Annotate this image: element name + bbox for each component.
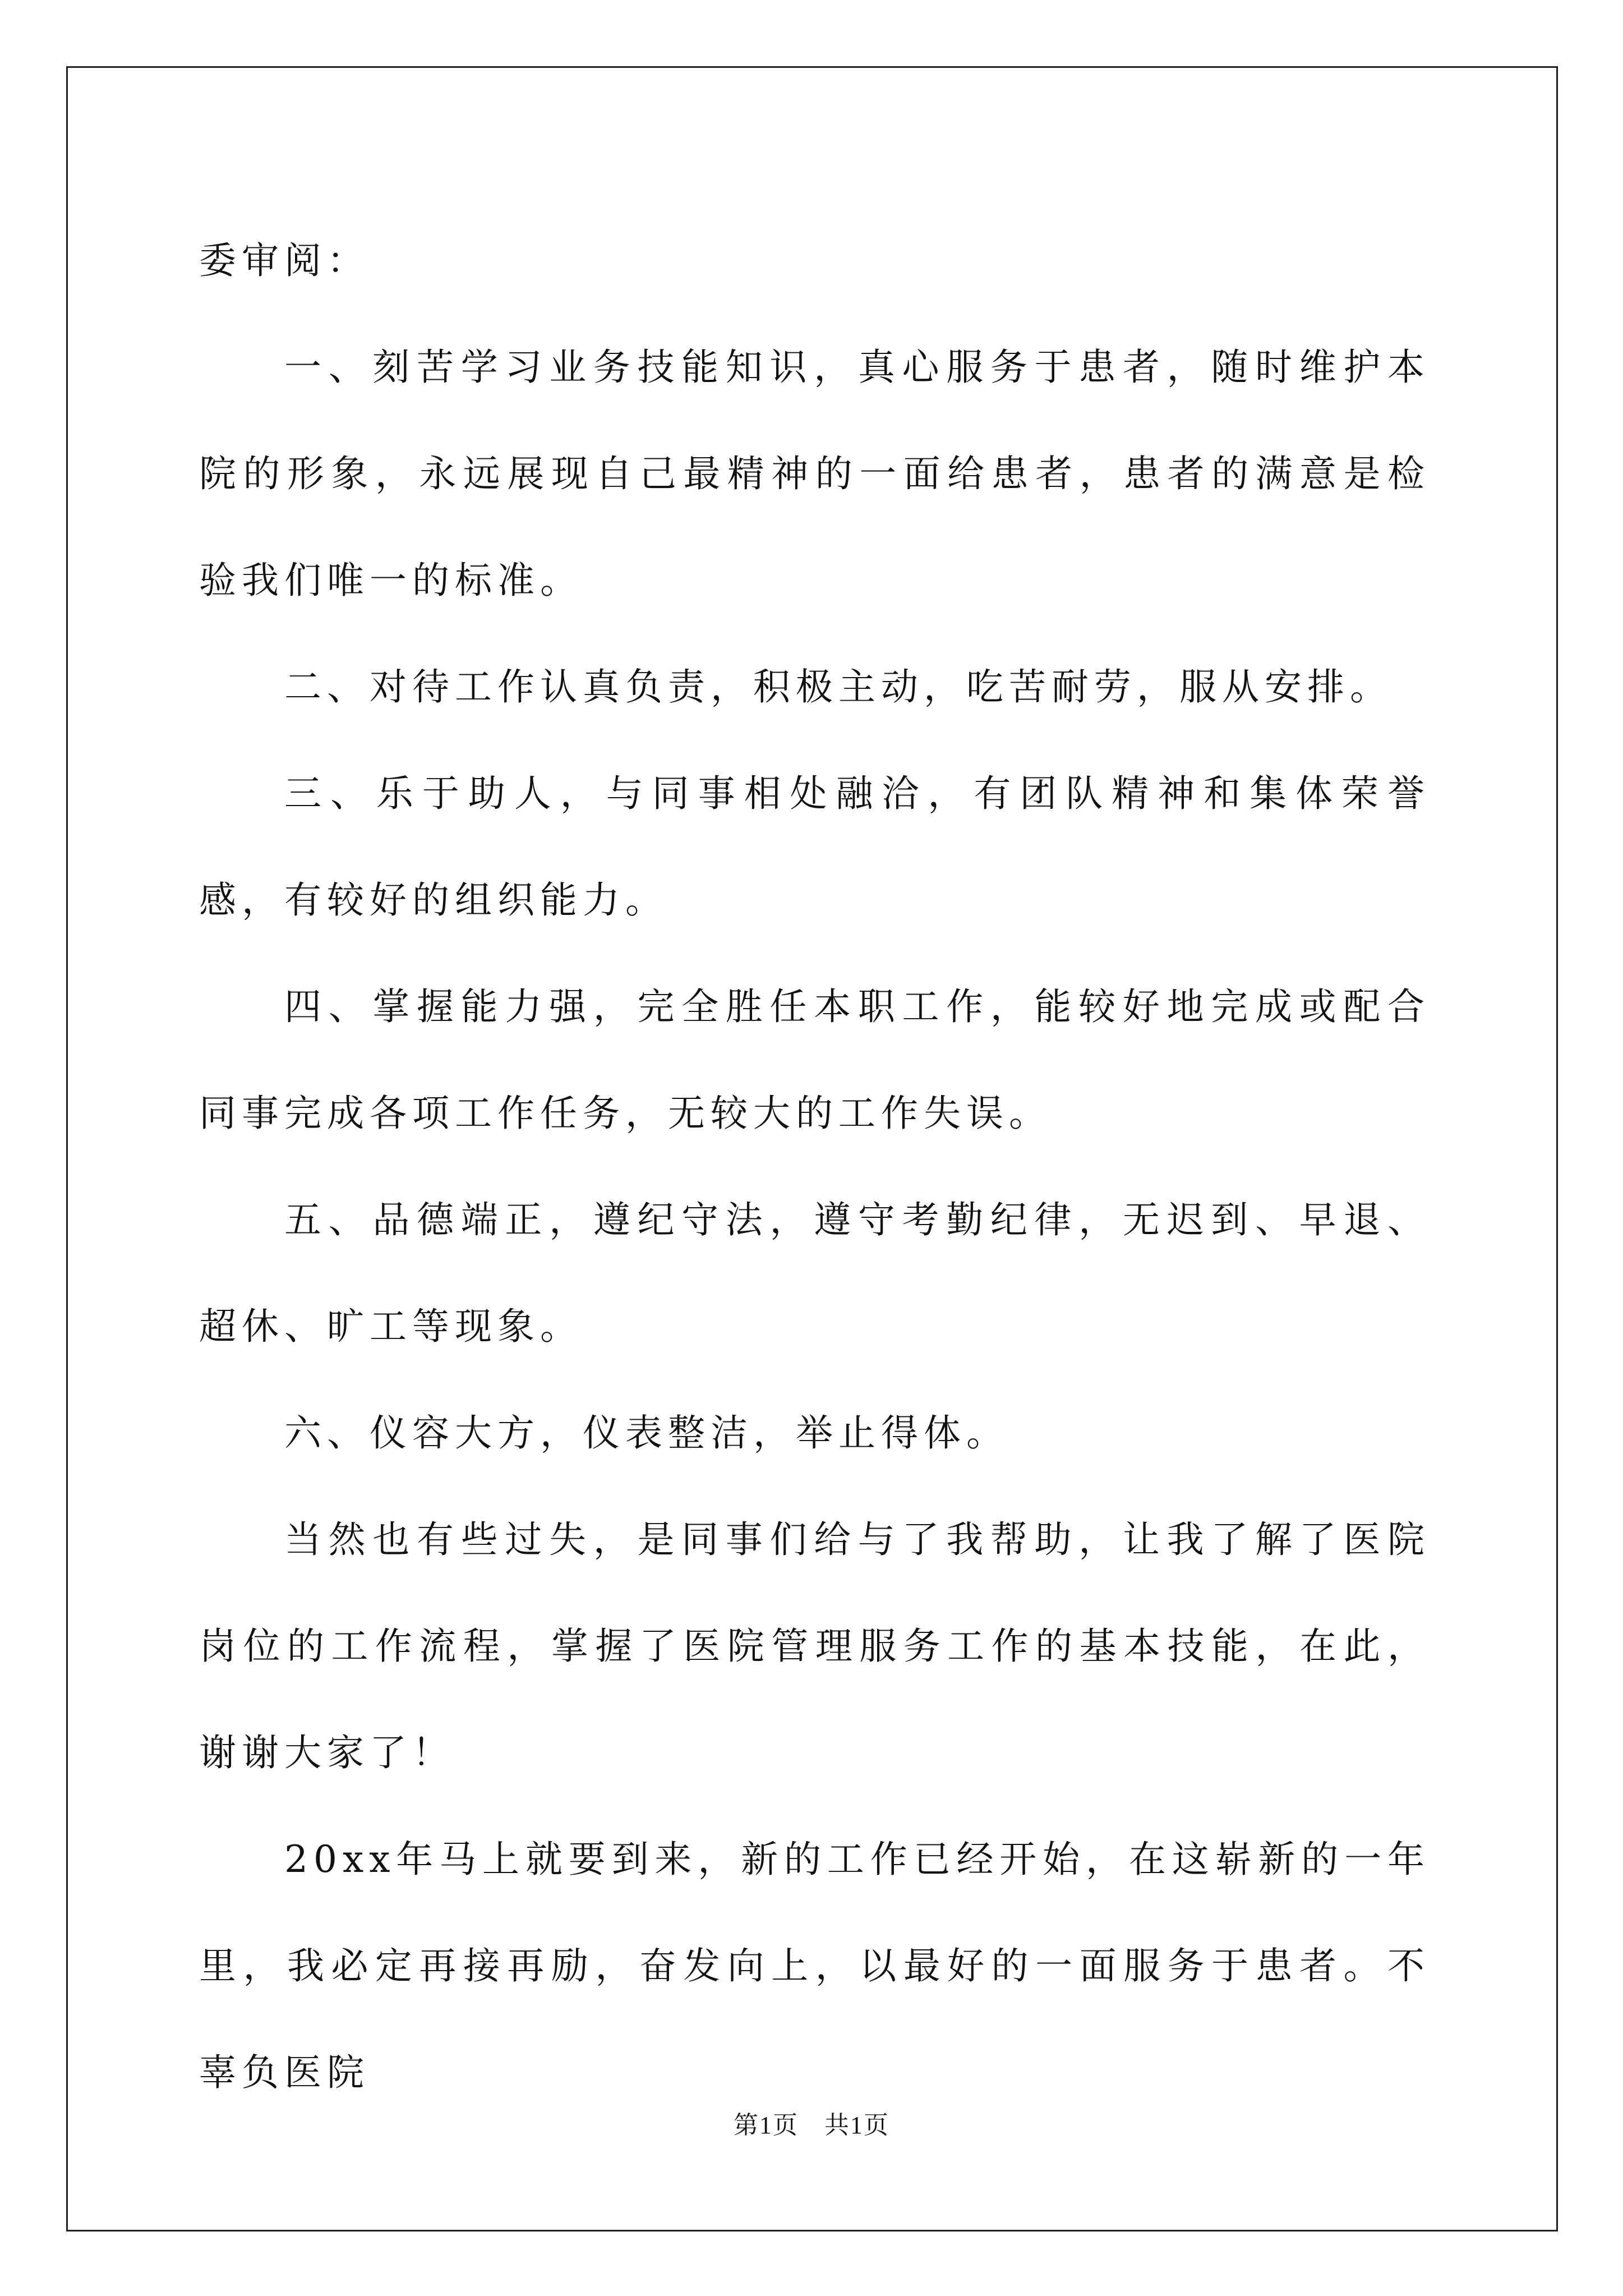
paragraph-item-5: 五、品德端正，遵纪守法，遵守考勤纪律，无迟到、早退、超休、旷工等现象。 — [199, 1198, 1430, 1348]
paragraph-item-1: 一、刻苦学习业务技能知识，真心服务于患者，随时维护本院的形象，永远展现自己最精神的一面给患者，患者的满意是检验我们唯一的标准。 — [199, 346, 1430, 602]
paragraph-outlook: 20xx年马上就要到来，新的工作已经开始，在这崭新的一年里，我必定再接再励，奋发向上，以最好的一面服务于患者。不辜负医院 — [199, 1838, 1430, 2094]
paragraph-item-3: 三、乐于助人，与同事相处融洽，有团队精神和集体荣誉感，有较好的组织能力。 — [199, 772, 1430, 922]
paragraph-thanks: 当然也有些过失，是同事们给与了我帮助，让我了解了医院岗位的工作流程，掌握了医院管理服务工作的基本技能，在此，谢谢大家了！ — [199, 1518, 1430, 1774]
paragraph-item-6: 六、仪容大方，仪表整洁，举止得体。 — [284, 1411, 1009, 1455]
paragraph-salutation: 委审阅： — [199, 239, 370, 282]
paragraph-item-2: 二、对待工作认真负责，积极主动，吃苦耐劳，服从安排。 — [284, 665, 1393, 708]
document-body — [199, 208, 1430, 2126]
page-number-footer: 第1页 共1页 — [734, 2111, 889, 2139]
paragraph-item-4: 四、掌握能力强，完全胜任本职工作，能较好地完成或配合同事完成各项工作任务，无较大的工作失误。 — [199, 985, 1430, 1135]
